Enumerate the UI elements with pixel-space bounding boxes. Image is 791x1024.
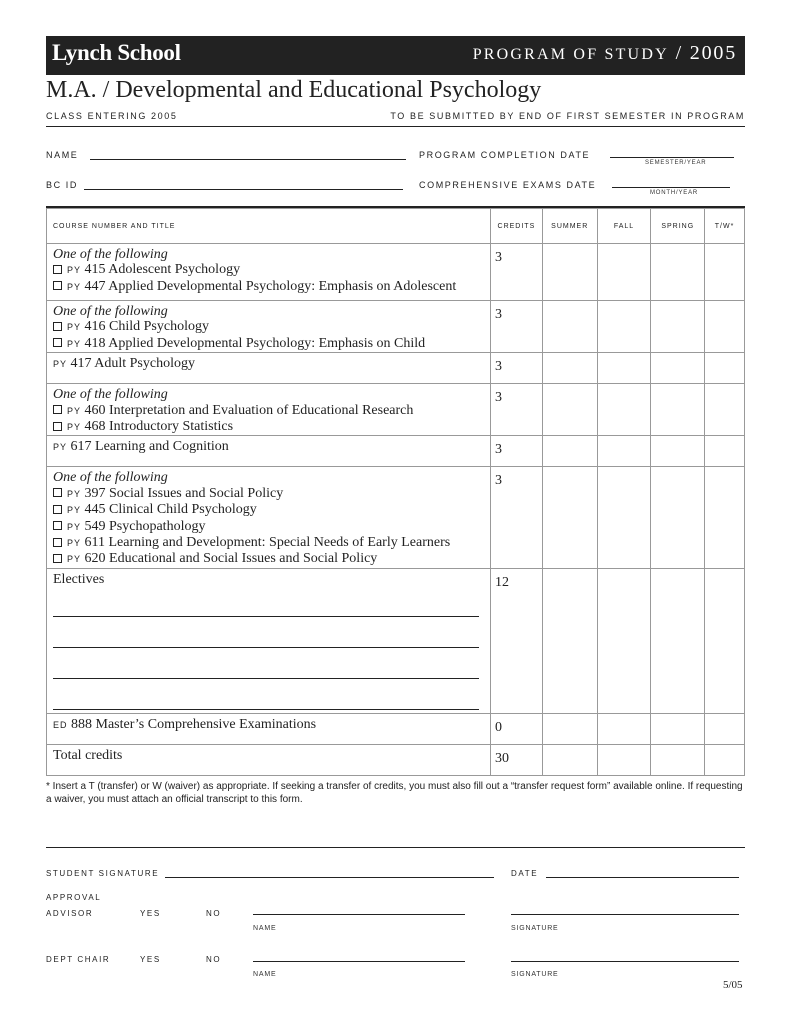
tw-cell[interactable] bbox=[705, 467, 745, 568]
tw-cell[interactable] bbox=[705, 301, 745, 353]
checkbox[interactable] bbox=[53, 265, 62, 274]
student-signature-field[interactable] bbox=[165, 868, 494, 878]
name-label: NAME bbox=[46, 150, 79, 160]
chair-signature-hint: SIGNATURE bbox=[511, 971, 559, 978]
checkbox[interactable] bbox=[53, 405, 62, 414]
table-row bbox=[47, 384, 745, 436]
credits-cell: 3 bbox=[490, 384, 542, 436]
summer-cell[interactable] bbox=[542, 353, 597, 384]
course-table bbox=[46, 208, 745, 776]
program-prefix: PROGRAM OF STUDY bbox=[472, 46, 669, 63]
fall-cell[interactable] bbox=[597, 244, 651, 301]
class-entering: CLASS ENTERING 2005 bbox=[46, 111, 178, 121]
spring-cell[interactable] bbox=[651, 436, 705, 467]
course-option: PY 447 Applied Developmental Psychology: Emphasis on Adolescent bbox=[53, 279, 484, 295]
completion-date-field[interactable] bbox=[610, 148, 734, 158]
course-cell bbox=[47, 467, 491, 568]
fall-cell[interactable] bbox=[597, 467, 651, 568]
submit-note: TO BE SUBMITTED BY END OF FIRST SEMESTER IN PROGRAM bbox=[390, 111, 745, 121]
checkbox[interactable] bbox=[53, 281, 62, 290]
advisor-signature-field[interactable] bbox=[511, 905, 739, 915]
course-option: PY 397 Social Issues and Social Policy bbox=[53, 486, 484, 502]
credits-cell: 3 bbox=[490, 467, 542, 568]
table-row bbox=[47, 244, 745, 301]
electives-label: Electives bbox=[53, 571, 105, 587]
spring-cell[interactable] bbox=[651, 384, 705, 436]
advisor-yes[interactable]: YES bbox=[140, 909, 161, 918]
chair-name-field[interactable] bbox=[253, 952, 465, 962]
total-label: Total credits bbox=[47, 744, 491, 775]
fall-cell[interactable] bbox=[597, 713, 651, 744]
checkbox[interactable] bbox=[53, 338, 62, 347]
choice-heading: One of the following bbox=[53, 387, 168, 403]
table-row bbox=[47, 301, 745, 353]
course-cell bbox=[47, 301, 491, 353]
credits-cell: 3 bbox=[490, 244, 542, 301]
checkbox[interactable] bbox=[53, 488, 62, 497]
summer-cell[interactable] bbox=[542, 301, 597, 353]
course-option: PY 460 Interpretation and Evaluation of Educational Research bbox=[53, 403, 484, 419]
fall-cell[interactable] bbox=[597, 436, 651, 467]
course-cell bbox=[47, 244, 491, 301]
advisor-name-hint: NAME bbox=[253, 925, 277, 932]
course-single: ED 888 Master’s Comprehensive Examinations bbox=[53, 716, 317, 732]
course-single: PY 617 Learning and Cognition bbox=[53, 439, 229, 455]
course-cell bbox=[47, 713, 491, 744]
credits-cell: 12 bbox=[490, 568, 542, 713]
bcid-field[interactable] bbox=[84, 180, 403, 190]
elective-line[interactable] bbox=[53, 587, 479, 617]
spring-cell[interactable] bbox=[651, 301, 705, 353]
course-option: PY 415 Adolescent Psychology bbox=[53, 262, 484, 278]
footnote: * Insert a T (transfer) or W (waiver) as appropriate. If seeking a transfer of credits, you must also fill out a “transfer request form” available online. If requesting a waiver, you must attach an official transcript to this form. bbox=[46, 781, 743, 805]
name-field[interactable] bbox=[90, 150, 406, 160]
fall-column-header: FALL bbox=[597, 209, 651, 244]
summer-cell[interactable] bbox=[542, 467, 597, 568]
subheader-rule bbox=[46, 126, 745, 127]
fall-cell[interactable] bbox=[597, 301, 651, 353]
summer-cell[interactable] bbox=[542, 436, 597, 467]
summer-cell[interactable] bbox=[542, 713, 597, 744]
course-option: PY 611 Learning and Development: Special Needs of Early Learners bbox=[53, 535, 484, 551]
credits-column-header: CREDITS bbox=[490, 209, 542, 244]
summer-column-header: SUMMER bbox=[542, 209, 597, 244]
checkbox[interactable] bbox=[53, 322, 62, 331]
course-column-header: COURSE NUMBER AND TITLE bbox=[47, 209, 491, 244]
form-code: 5/05 bbox=[723, 979, 743, 991]
course-option: PY 418 Applied Developmental Psychology: Emphasis on Child bbox=[53, 336, 484, 352]
checkbox[interactable] bbox=[53, 422, 62, 431]
header-band bbox=[46, 36, 745, 75]
course-option: PY 549 Psychopathology bbox=[53, 519, 484, 535]
chair-name-hint: NAME bbox=[253, 971, 277, 978]
total-row bbox=[47, 744, 745, 775]
course-cell bbox=[47, 353, 491, 384]
course-option: PY 468 Introductory Statistics bbox=[53, 419, 484, 435]
completion-date-hint: SEMESTER/YEAR bbox=[645, 160, 707, 166]
advisor-signature-hint: SIGNATURE bbox=[511, 925, 559, 932]
approval-label: APPROVAL bbox=[46, 893, 102, 902]
signature-rule bbox=[46, 847, 745, 848]
page-title: M.A. / Developmental and Educational Psychology bbox=[46, 77, 542, 103]
table-row bbox=[47, 353, 745, 384]
comps-date-field[interactable] bbox=[612, 178, 730, 188]
advisor-no[interactable]: NO bbox=[206, 909, 222, 918]
tw-cell[interactable] bbox=[705, 713, 745, 744]
transfer-waiver-column-header: T/W* bbox=[705, 209, 745, 244]
table-row bbox=[47, 467, 745, 568]
tw-cell[interactable] bbox=[705, 568, 745, 713]
fall-cell[interactable] bbox=[597, 568, 651, 713]
elective-line[interactable] bbox=[53, 648, 479, 679]
tw-cell[interactable] bbox=[705, 244, 745, 301]
comps-row bbox=[47, 713, 745, 744]
course-option: PY 445 Clinical Child Psychology bbox=[53, 502, 484, 518]
advisor-label: ADVISOR bbox=[46, 909, 94, 918]
summer-cell[interactable] bbox=[542, 568, 597, 713]
credits-cell: 3 bbox=[490, 436, 542, 467]
course-cell bbox=[47, 436, 491, 467]
summer-cell[interactable] bbox=[542, 744, 597, 775]
student-date-field[interactable] bbox=[546, 868, 739, 878]
student-date-label: DATE bbox=[511, 869, 539, 878]
comps-date-label: COMPREHENSIVE EXAMS DATE bbox=[419, 180, 597, 190]
spring-cell[interactable] bbox=[651, 568, 705, 713]
fall-cell[interactable] bbox=[597, 744, 651, 775]
spring-cell[interactable] bbox=[651, 467, 705, 568]
program-title bbox=[473, 42, 737, 65]
course-cell bbox=[47, 384, 491, 436]
student-signature-label: STUDENT SIGNATURE bbox=[46, 869, 160, 878]
chair-yes[interactable]: YES bbox=[140, 955, 161, 964]
choice-heading: One of the following bbox=[53, 304, 168, 319]
spring-cell[interactable] bbox=[651, 244, 705, 301]
checkbox[interactable] bbox=[53, 505, 62, 514]
choice-heading: One of the following bbox=[53, 470, 168, 486]
fall-cell[interactable] bbox=[597, 384, 651, 436]
course-option: PY 620 Educational and Social Issues and Social Policy bbox=[53, 551, 484, 567]
chair-label: DEPT CHAIR bbox=[46, 955, 111, 964]
spring-column-header: SPRING bbox=[651, 209, 705, 244]
total-credits: 30 bbox=[490, 744, 542, 775]
spring-cell[interactable] bbox=[651, 713, 705, 744]
electives-cell bbox=[47, 568, 491, 713]
checkbox[interactable] bbox=[53, 554, 62, 563]
credits-cell: 0 bbox=[490, 713, 542, 744]
completion-date-label: PROGRAM COMPLETION DATE bbox=[419, 150, 591, 160]
school-name: Lynch School bbox=[52, 40, 181, 65]
checkbox[interactable] bbox=[53, 521, 62, 530]
fall-cell[interactable] bbox=[597, 353, 651, 384]
credits-cell: 3 bbox=[490, 353, 542, 384]
advisor-name-field[interactable] bbox=[253, 905, 465, 915]
electives-row bbox=[47, 568, 745, 713]
table-row bbox=[47, 436, 745, 467]
tw-cell[interactable] bbox=[705, 744, 745, 775]
spring-cell[interactable] bbox=[651, 353, 705, 384]
chair-no[interactable]: NO bbox=[206, 955, 222, 964]
bcid-label: BC ID bbox=[46, 180, 79, 190]
course-single: PY 417 Adult Psychology bbox=[53, 356, 195, 372]
tw-cell[interactable] bbox=[705, 384, 745, 436]
credits-cell: 3 bbox=[490, 301, 542, 353]
choice-heading: One of the following bbox=[53, 247, 168, 262]
checkbox[interactable] bbox=[53, 538, 62, 547]
summer-cell[interactable] bbox=[542, 384, 597, 436]
comps-date-hint: MONTH/YEAR bbox=[650, 190, 699, 196]
elective-line[interactable] bbox=[53, 679, 479, 710]
summer-cell[interactable] bbox=[542, 244, 597, 301]
elective-line[interactable] bbox=[53, 617, 479, 648]
spring-cell[interactable] bbox=[651, 744, 705, 775]
course-option: PY 416 Child Psychology bbox=[53, 319, 484, 335]
tw-cell[interactable] bbox=[705, 353, 745, 384]
program-year: / 2005 bbox=[675, 42, 737, 64]
tw-cell[interactable] bbox=[705, 436, 745, 467]
chair-signature-field[interactable] bbox=[511, 952, 739, 962]
